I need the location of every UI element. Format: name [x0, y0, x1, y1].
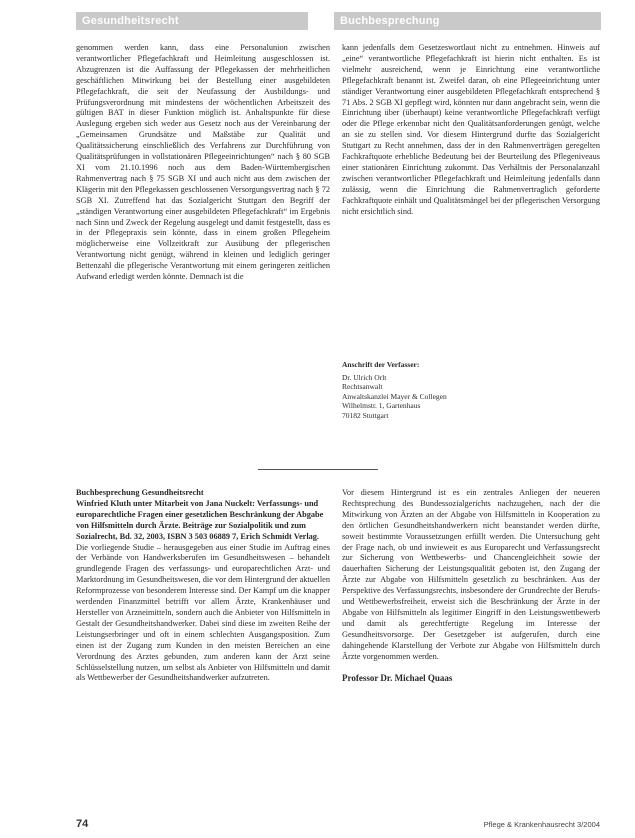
article-column-right — [342, 43, 600, 343]
author-address — [342, 360, 542, 420]
page-number: 74 — [76, 818, 89, 830]
author-address-line: 70182 Stuttgart — [342, 410, 389, 420]
author-address-title: Anschrift der Verfasser: — [342, 360, 420, 369]
review-text-right: Vor diesem Hintergrund ist es ein zentrales Anliegen der neueren Rechtsprechung des Bundessozialgerichts nachzugehen, nach der die Mitwirkung von Ärzten an der Abgabe von Hilfsmitteln in Kooperation zu den örtlichen Gesundheitshandwerkern nicht beanstandet werden dürfte, soweit bestimmte Voraussetzungen erfüllt werden. Die Untersuchung geht der Frage nach, ob und inwieweit es aus Europarecht und Verfassungsrecht zur Sicherung von Wettbewerbs- und Chancengleichheit sowie der dauerhaften Sicherung der Leistungsqualität geboten ist, den Zugang der Ärzte zur Abgabe von Hilfsmitteln gesetzlich zu beschränken. Aus der Perspektive des Verfassungsrechts, insbesondere der Grundrechte der Berufs- und Wettbewerbsfreiheit, erweist sich die Beschränkung der Ärzte in der Abgabe von Hilfsmitteln als legitimer Eingriff in den Leistungswettbewerb und damit als gerechtfertigte Regelung im Interesse der Gesundheitsvorsorge. Der Gesetzgeber ist aufgerufen, durch eine dahingehende Klarstellung der Verbote zur Abgabe von Hilfsmitteln durch Ärzte vorgenommen werden. — [342, 488, 600, 661]
header-section-left-label: Gesundheitsrecht — [82, 15, 179, 27]
article-text-right: kann jedenfalls dem Gesetzeswortlaut nicht zu entnehmen. Hinweis auf „eine“ verantwortliche Pflegefachkraft ist hierin nicht enthalten. Es ist vielmehr ausreichend, wenn je Einrichtung eine verantwortliche Pflegefachkraft benannt ist. Zweifel daran, ob eine Pflegeeinrichtung unter ständiger Verantwortung einer ausgebildeten Pflegefachkraft entsprechend § 71 Abs. 2 SGB XI gepflegt wird, könnten nur dann angebracht sein, wenn die Einrichtung über (überhaupt) keine verantwortliche Pflegefachkraft verfügt oder die Pflege erkennbar nicht den Qualitätsanforderungen genügt, welche an sie zu stellen sind. Vor diesem Hintergrund durfte das Sozialgericht Stuttgart zu Recht annehmen, dass der in den Rahmenverträgen geregelten Fachkraftquote erhebliche Bedeutung bei der Beurteilung des Pflegeniveaus einer stationären Einrichtung zukommt. Das Verhältnis der Personalanzahl zwischen verantwortlicher Pflegefachkraft und Heimleitung jedenfalls dann zulässig, wenn die Einrichtung die Rahmenvertraglich geforderte Fachkraftquote einhält und Qualitätsmängel bei der pflegerischen Versorgung nicht ersichtlich sind. — [342, 43, 600, 216]
author-address-line: Dr. Ulrich Orlt — [342, 372, 387, 382]
article-text-left: genommen werden kann, dass eine Personalunion zwischen verantwortlicher Pflegefachkraft und Heimleitung ausgeschlossen ist. Abzugrenzen ist die Auffassung der Pflegekassen der mehrheitlichen geschäftlichen Mitwirkung bei der Bestellung einer ausgebildeten Pflegefachkraft, die seit der Neufassung der Ausbildungs- und Prüfungsverordnung mit mindestens der wöchentlichen Arbeitszeit des gültigen BAT in dieser Funktion möglich ist. Anhaltspunkte für diese Auslegung ergeben sich weder aus Gesetz noch aus der Vereinbarung der „Gemeinsamen Grundsätze und Maßstäbe zur Qualität und Qualitätssicherung einschließlich des Verfahrens zur Durchführung von Qualitätsprüfungen in vollstationären Pflegeeinrichtungen“ nach § 80 SGB XI vom 21.10.1996 noch aus dem Baden-Württembergischen Rahmenvertrag nach § 75 SGB XI und auch nicht aus dem zwischen der Klägerin mit den Pflegekassen geschlossenen Versorgungsvertrag nach § 72 SGB XI. Zutreffend hat das Sozialgericht Stuttgart den Begriff der „ständigen Verantwortung einer ausgebildeten Pflegefachkraft“ im Ergebnis nach Sinn und Zweck der Regelung ausgelegt und damit festgestellt, dass es in der Pflegepraxis sein könnte, dass in einem großen Pflegeheim möglicherweise eine Vollzeitkraft zur Ausübung der pflegerischen Verantwortung nicht genügt, während in kleinen und lediglich geringer Bettenzahl die pflegerische Verantwortung mit einem geringeren zeitlichen Aufwand erledigt werden könnte. Demnach ist die — [76, 43, 330, 282]
review-column-right — [342, 488, 600, 788]
article-column-left — [76, 43, 330, 453]
author-address-line: Wilhelmstr. 1, Gartenhaus — [342, 401, 421, 410]
review-heading: Buchbesprechung Gesundheitsrecht — [76, 488, 204, 497]
review-signature: Professor Dr. Michael Quaas — [342, 672, 453, 683]
review-column-left — [76, 488, 330, 788]
review-text-left: Die vorliegende Studie – herausgegeben aus einer Studie im Auftrag eines der Verbände von Handwerksberufen im Gesundheitswesen – behandelt grundlegende Fragen des verfassungs- und europarechtlichen Arzt- und Marktordnung im Gesundheitswesen, die vor dem Hintergrund der aktuellen Reformprozesse von besonderem Interesse sind. Der Kampf um die knapper werdenden Finanzmittel betrifft vor allem Ärzte, Krankenhäuser und Hersteller von Arzneimitteln, sondern auch die Anbieter von Hilfsmitteln in Gestalt der Gesundheitshandwerker. Dabei sind diese im zweiten Reihe der Leistungserbringer und oft in einem schlechten Ausgangsposition. Zum einen ist der Zugang zum Kunden in den meisten Bereichen an eine Verordnung des Arztes gebunden, zum anderen kann der Arzt seine Schlüsselstellung nutzen, um selbst als Anbieter von Hilfsmitteln und damit als Wettbewerber der Gesundheitshandwerker aufzutreten. — [76, 542, 330, 683]
header-section-right-label: Buchbesprechung — [340, 15, 440, 27]
header-section-right — [334, 12, 601, 30]
section-divider — [258, 469, 378, 470]
author-address-line: Anwaltskanzlei Mayer & Collegen — [342, 391, 447, 401]
page-footer — [76, 818, 600, 832]
author-address-line: Rechtsanwalt — [342, 382, 383, 391]
journal-reference: Pflege & Krankenhausrecht 3/2004 — [483, 820, 600, 829]
header-section-left — [76, 12, 308, 30]
running-header — [76, 12, 601, 30]
review-citation: Winfried Kluth unter Mitarbeit von Jana Nuckelt: Verfassungs- und europarechtliche Fragen einer gesetzlichen Beschränkung der Abgabe von Hilfsmitteln durch Ärzte. Beiträge zur Sozialpolitik und zum Sozialrecht, Bd. 32, 2003, ISBN 3 503 06889 7, Erich Schmidt Verlag. — [76, 498, 324, 541]
